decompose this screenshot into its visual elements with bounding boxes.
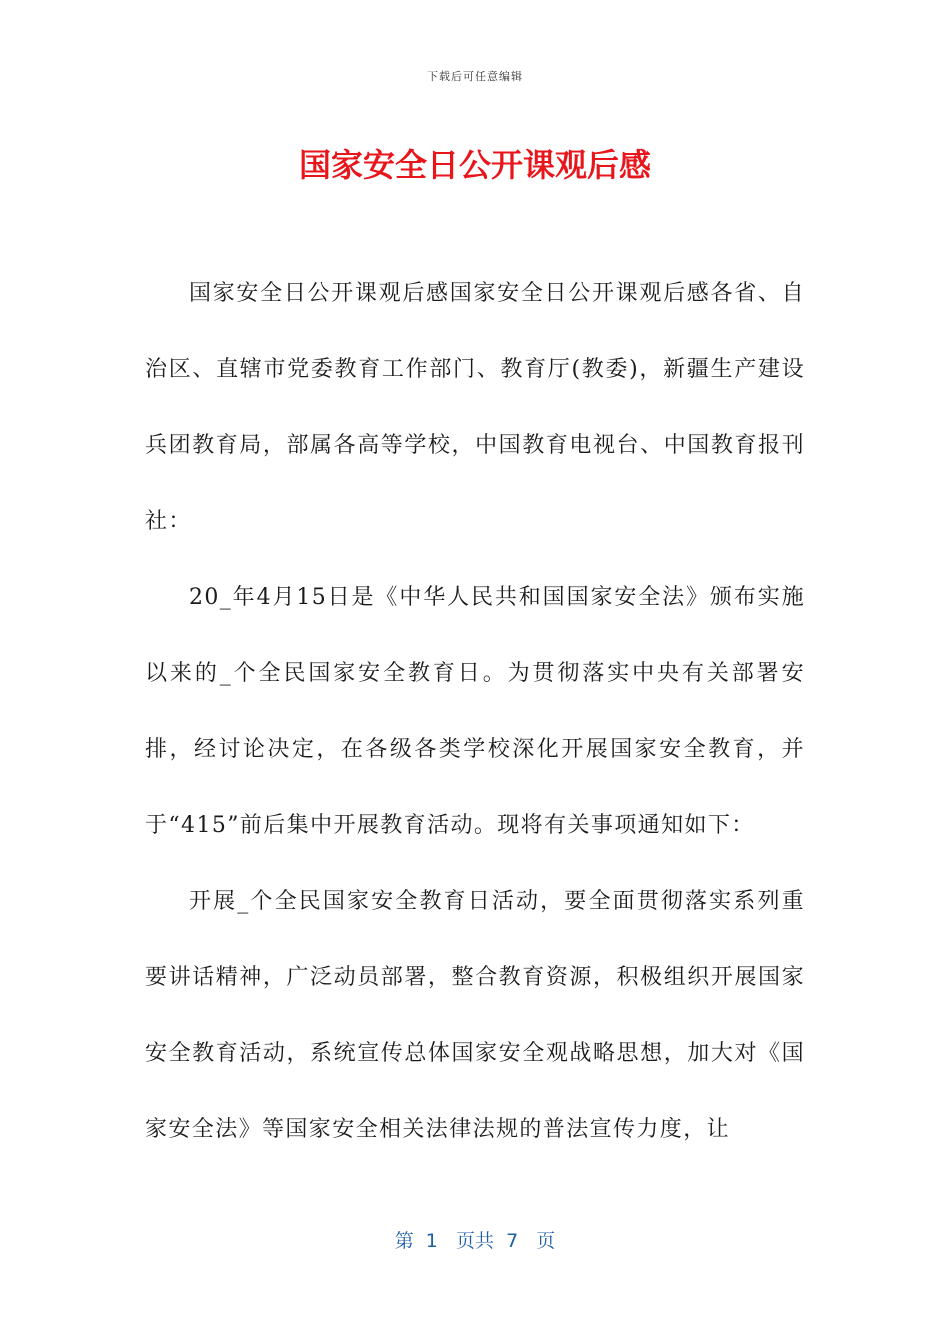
document-title: 国家安全日公开课观后感 <box>298 146 651 184</box>
paragraph-3: 开展_个全民国家安全教育日活动，要全面贯彻落实系列重要讲话精神，广泛动员部署，整合教育资源，积极组织开展国家安全教育活动，系统宣传总体国家安全观战略思想，加大对《国家安全法》等国家安全相关法律法规的普法宣传力度，让 <box>145 889 805 1142</box>
paragraph-2: 20_年4月15日是《中华人民共和国国家安全法》颁布实施以来的_个全民国家安全教育日。为贯彻落实中央有关部署安排，经讨论决定，在各级各类学校深化开展国家安全教育，并于“415”前后集中开展教育活动。现将有关事项通知如下： <box>145 585 805 838</box>
page-number-footer: 第 1 页共 7 页 <box>394 1230 556 1252</box>
document-body <box>145 256 805 1168</box>
header-note: 下载后可任意编辑 <box>427 70 523 83</box>
paragraph-1: 国家安全日公开课观后感国家安全日公开课观后感各省、自治区、直辖市党委教育工作部门、教育厅(教委)，新疆生产建设兵团教育局，部属各高等学校，中国教育电视台、中国教育报刊社： <box>145 281 805 534</box>
